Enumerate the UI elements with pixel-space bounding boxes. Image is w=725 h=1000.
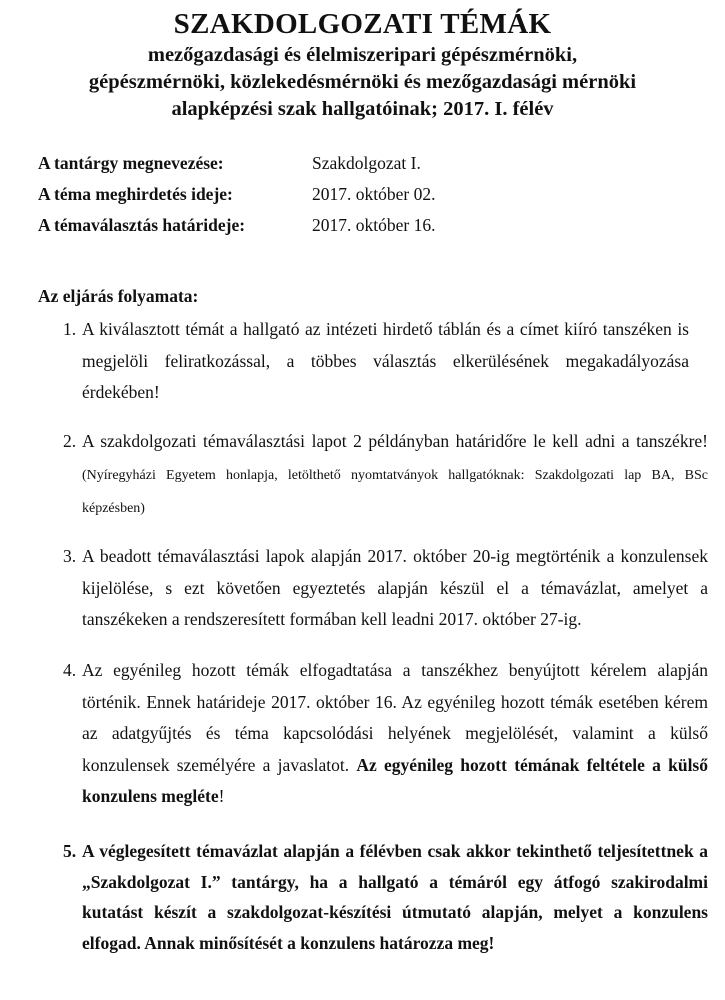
procedure-steps	[63, 314, 708, 953]
document-subtitle	[0, 42, 725, 123]
step-text: A véglegesített témavázlat alapján a félévben csak akkor tekinthető teljesítettnek a „Szakdolgozat I.” tantárgy, ha a hallgató a témáról egy átfogó szakirodalmi kutatást készít a szakdolgozat-készítési útmutató alapján, melyet a konzulens elfogad. Annak minősítését a konzulens határozza meg!	[82, 841, 708, 953]
step-4	[63, 655, 708, 813]
info-label: A tantárgy megnevezése:	[38, 153, 224, 173]
info-label: A témaválasztás határideje:	[38, 215, 246, 235]
info-value: 2017. október 02.	[312, 184, 436, 204]
step-number: 2.	[63, 431, 77, 451]
step-end: !	[218, 786, 225, 806]
step-1	[63, 314, 689, 409]
step-number: 3.	[63, 546, 77, 566]
step-number: 5.	[63, 841, 77, 861]
step-note: (Nyíregyházi Egyetem honlapja, letölthető nyomtatványok hallgatóknak: Szakdolgozati lap BA, BSc képzésben)	[82, 467, 708, 516]
subtitle-line-3: alapképzési szak hallgatóinak; 2017. I. félév	[171, 98, 554, 120]
step-text: A kiválasztott témát a hallgató az intézeti hirdető táblán és a címet kiíró tanszéken is megjelöli feliratkozással, a többes választás elkerülésének megakadályozása érdekében!	[82, 319, 689, 402]
document-title: SZAKDOLGOZATI TÉMÁK	[173, 8, 552, 40]
subtitle-line-2: gépészmérnöki, közlekedésmérnöki és mezőgazdasági mérnöki	[88, 71, 637, 93]
info-value: 2017. október 16.	[312, 215, 436, 235]
step-text: A szakdolgozati témaválasztási lapot 2 példányban határidőre le kell adni a tanszékre!	[82, 431, 708, 451]
info-label: A téma meghirdetés ideje:	[38, 184, 233, 204]
step-number: 1.	[63, 319, 77, 339]
info-row-subject	[38, 153, 698, 184]
step-text: A beadott témaválasztási lapok alapján 2017. október 20-ig megtörténik a konzulensek kijelölése, s ezt követően egyeztetés alapján készül el a témavázlat, amelyet a tanszékeken a rendszeresített formában kell leadni 2017. október 27-ig.	[82, 546, 708, 629]
step-emphasis: Az egyénileg hozott témának feltétele a külső konzulens megléte	[82, 754, 708, 806]
info-table	[38, 153, 698, 246]
info-row-announcement-date	[38, 184, 698, 215]
step-number: 4.	[63, 660, 77, 680]
info-row-deadline	[38, 215, 698, 246]
procedure-heading: Az eljárás folyamata:	[38, 286, 199, 306]
step-5	[63, 836, 708, 958]
step-2	[63, 426, 708, 525]
step-3	[63, 541, 708, 636]
info-value: Szakdolgozat I.	[312, 153, 421, 173]
step-text: Az egyénileg hozott témák elfogadtatása a tanszékhez benyújtott kérelem alapján történik. Ennek határideje 2017. október 16. Az egyénileg hozott témák esetében kérem az adatgyűjtés és téma kapcsolódási helyének megjelölését, valamint a külső konzulensek személyére a javaslatot.	[82, 660, 708, 775]
subtitle-line-1: mezőgazdasági és élelmiszeripari gépészmérnöki,	[147, 44, 578, 66]
